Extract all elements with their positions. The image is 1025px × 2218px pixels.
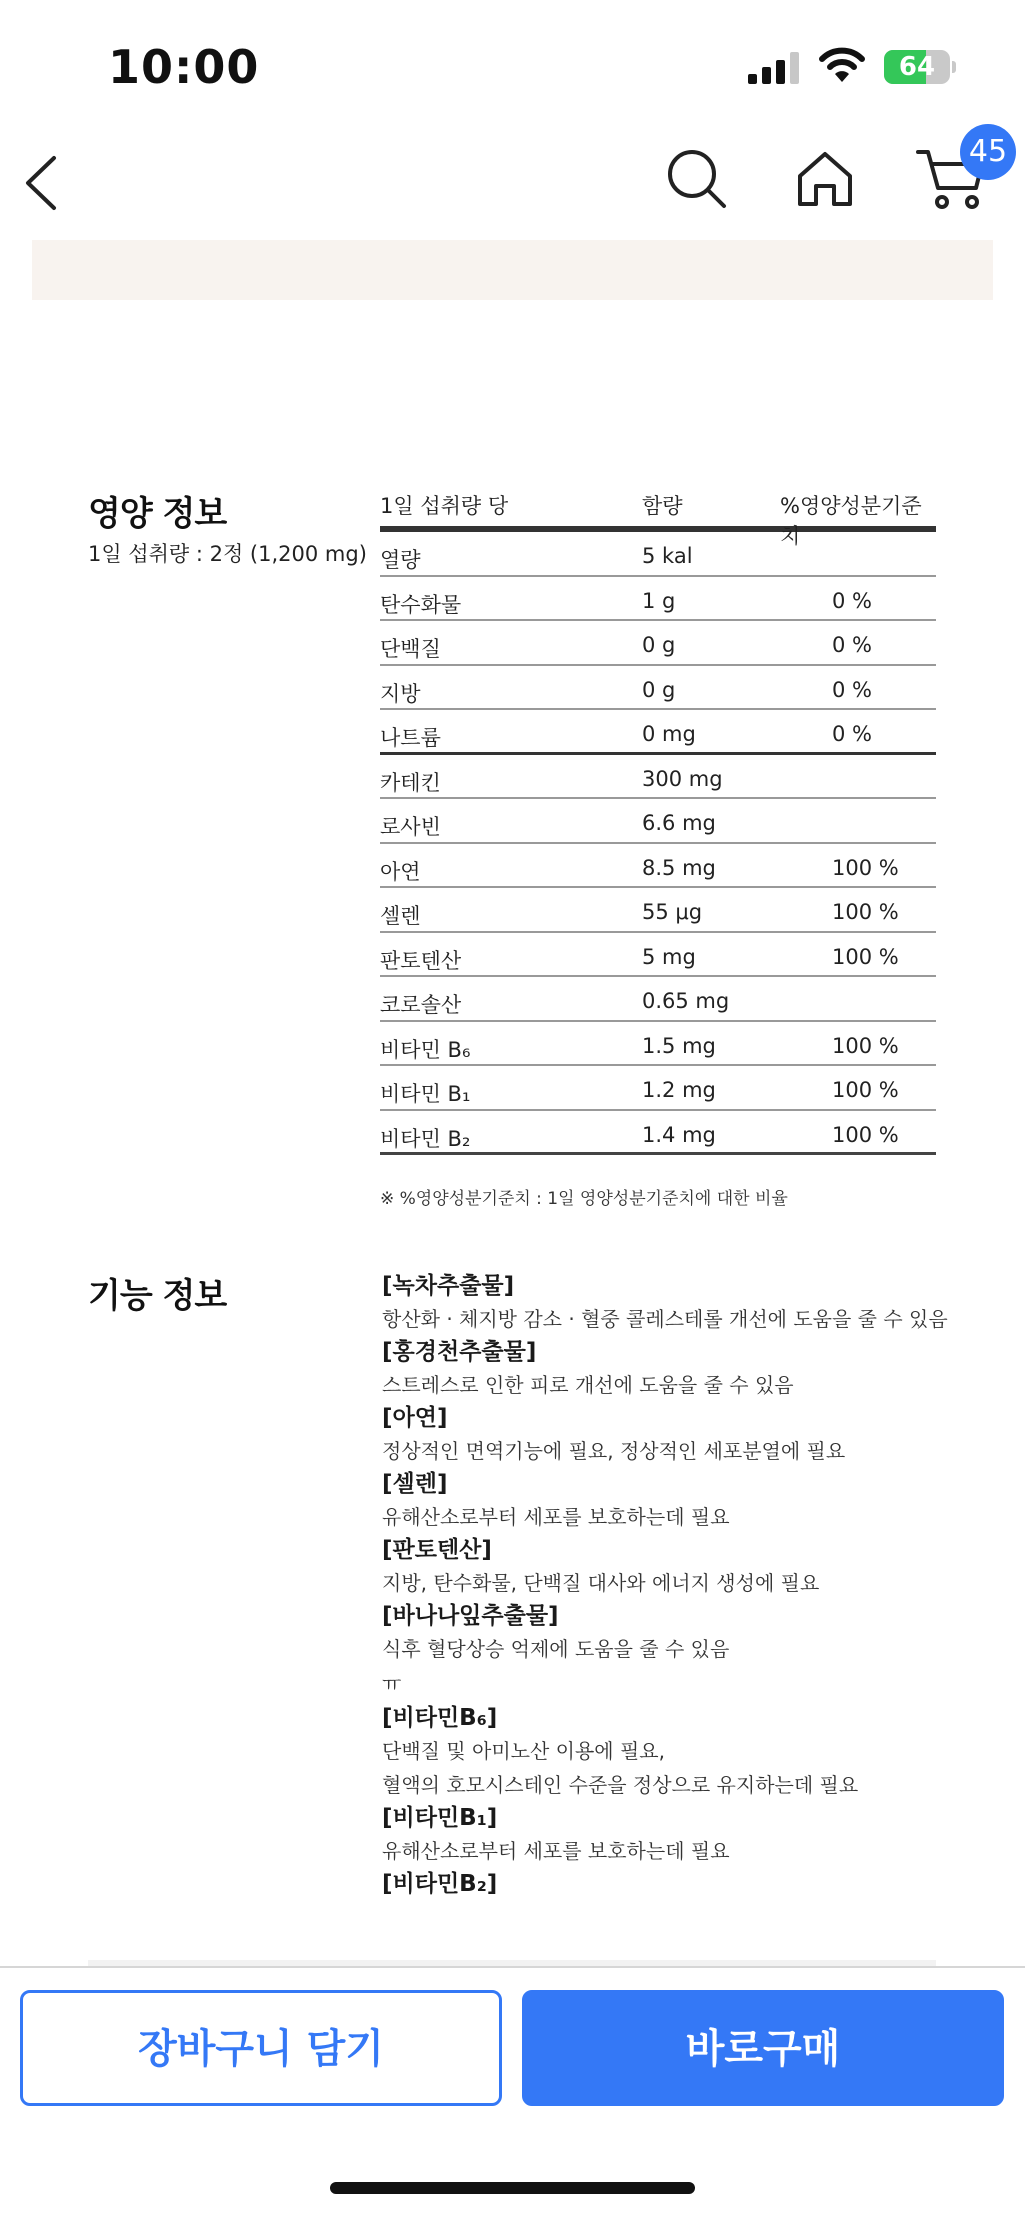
home-indicator — [330, 2182, 695, 2194]
battery-charging-icon — [884, 50, 956, 84]
battery-body — [884, 50, 950, 84]
row-amount: 1.4 mg — [642, 1122, 716, 1147]
function-item-description: 식후 혈당상승 억제에 도움을 줄 수 있음 — [382, 1637, 730, 1661]
row-name: 탄수화물 — [380, 592, 462, 617]
header-daily-value: %영양성분기준치 — [780, 494, 922, 548]
table-row — [380, 532, 936, 577]
row-amount: 0.65 mg — [642, 989, 730, 1013]
table-row — [380, 933, 936, 978]
function-item-title: [비타민B₆] — [382, 1705, 498, 1731]
row-name: 판토텐산 — [380, 948, 462, 973]
row-pct: 100 % — [832, 1122, 899, 1147]
function-item-title: [비타민B₁] — [382, 1805, 498, 1831]
row-pct: 100 % — [832, 1033, 899, 1058]
row-name: 지방 — [380, 681, 421, 706]
function-item-description: 스트레스로 인한 피로 개선에 도움을 줄 수 있음 — [382, 1373, 794, 1397]
wifi-icon — [818, 46, 866, 84]
row-pct: 100 % — [832, 900, 899, 924]
cellular-signal-icon — [748, 52, 800, 84]
function-item-title: [홍경천추출물] — [382, 1339, 537, 1365]
row-amount: 1 g — [642, 588, 676, 613]
table-row — [380, 755, 936, 800]
table-row — [380, 577, 936, 622]
row-amount: 0 mg — [642, 722, 696, 746]
serving-size: 1일 섭취량 : 2정 (1,200 mg) — [88, 542, 367, 566]
nutrition-footnote: ※ %영양성분기준치 : 1일 영양성분기준치에 대한 비율 — [380, 1189, 788, 1209]
table-row — [380, 888, 936, 933]
table-row — [380, 844, 936, 889]
function-item-description: 단백질 및 아미노산 이용에 필요, — [382, 1739, 665, 1763]
row-amount: 5 mg — [642, 944, 696, 969]
nutrition-table — [380, 480, 936, 1155]
function-item-description: 혈액의 호모시스테인 수준을 정상으로 유지하는데 필요 — [382, 1773, 859, 1797]
function-info-title: 기능 정보 — [88, 1276, 227, 1316]
function-item-title: [판토텐산] — [382, 1537, 492, 1563]
table-row — [380, 710, 936, 755]
function-item-title: [녹차추출물] — [382, 1273, 515, 1299]
nav-bar — [0, 130, 1025, 240]
battery-level: 64 — [898, 52, 936, 82]
function-item-title: [셀렌] — [382, 1471, 448, 1497]
row-amount: 0 g — [642, 677, 676, 702]
row-amount: 6.6 mg — [642, 811, 716, 835]
header-serving: 1일 섭취량 당 — [380, 494, 509, 518]
function-item-title: [비타민B₂] — [382, 1871, 498, 1897]
bottom-divider — [0, 1966, 1025, 1968]
function-item-description: 지방, 탄수화물, 단백질 대사와 에너지 생성에 필요 — [382, 1571, 820, 1595]
table-row — [380, 1022, 936, 1067]
row-pct: 0 % — [832, 588, 872, 613]
table-header — [380, 480, 936, 548]
row-name: 비타민 B₆ — [380, 1037, 471, 1062]
row-pct: 100 % — [832, 855, 899, 880]
table-row — [380, 977, 936, 1022]
function-item-title: [바나나잎추출물] — [382, 1603, 559, 1629]
row-name: 아연 — [380, 859, 421, 884]
row-pct: 0 % — [832, 633, 872, 657]
table-row — [380, 1111, 936, 1156]
row-name: 로사빈 — [380, 815, 441, 839]
row-name: 비타민 B₂ — [380, 1126, 471, 1151]
function-item-description: 유해산소로부터 세포를 보호하는데 필요 — [382, 1505, 730, 1529]
function-item-description: 정상적인 면역기능에 필요, 정상적인 세포분열에 필요 — [382, 1439, 846, 1463]
table-row — [380, 1066, 936, 1111]
back-chevron-icon[interactable] — [18, 148, 68, 218]
row-amount: 55 μg — [642, 900, 703, 924]
table-row — [380, 799, 936, 844]
row-amount: 1.5 mg — [642, 1033, 716, 1058]
function-item-description: 항산화 · 체지방 감소 · 혈중 콜레스테롤 개선에 도움을 줄 수 있음 — [382, 1307, 948, 1331]
function-info-list — [382, 1270, 982, 1900]
status-time: 10:00 — [108, 40, 260, 94]
row-amount: 1.2 mg — [642, 1078, 716, 1102]
row-name: 열량 — [380, 548, 421, 572]
status-bar — [0, 0, 1025, 130]
row-amount: 0 g — [642, 633, 676, 657]
battery-cap — [952, 61, 956, 73]
row-name: 나트륨 — [380, 726, 441, 750]
home-icon[interactable] — [792, 146, 858, 212]
row-name: 단백질 — [380, 637, 441, 661]
row-pct: 0 % — [832, 677, 872, 702]
table-row — [380, 666, 936, 711]
header-amount: 함량 — [642, 494, 683, 518]
banner-strip — [32, 240, 993, 300]
row-pct: 100 % — [832, 944, 899, 969]
buy-now-button[interactable]: 바로구매 — [522, 1990, 1004, 2106]
row-amount: 300 mg — [642, 766, 723, 791]
function-item-description: 유해산소로부터 세포를 보호하는데 필요 — [382, 1839, 730, 1863]
row-pct: 100 % — [832, 1078, 899, 1102]
row-name: 코로솔산 — [380, 993, 462, 1017]
add-to-cart-button[interactable]: 장바구니 담기 — [20, 1990, 502, 2106]
search-icon[interactable] — [664, 146, 730, 212]
stray-character: ㅠ — [382, 1672, 402, 1696]
function-item-title: [아연] — [382, 1405, 448, 1431]
row-name: 카테킨 — [380, 770, 441, 795]
row-name: 비타민 B₁ — [380, 1082, 471, 1106]
row-name: 셀렌 — [380, 904, 421, 928]
row-pct: 0 % — [832, 722, 872, 746]
cart-count-badge: 45 — [960, 124, 1016, 180]
row-amount: 8.5 mg — [642, 855, 716, 880]
nutrition-title: 영양 정보 — [88, 494, 227, 534]
row-amount: 5 kal — [642, 544, 693, 568]
table-row — [380, 621, 936, 666]
